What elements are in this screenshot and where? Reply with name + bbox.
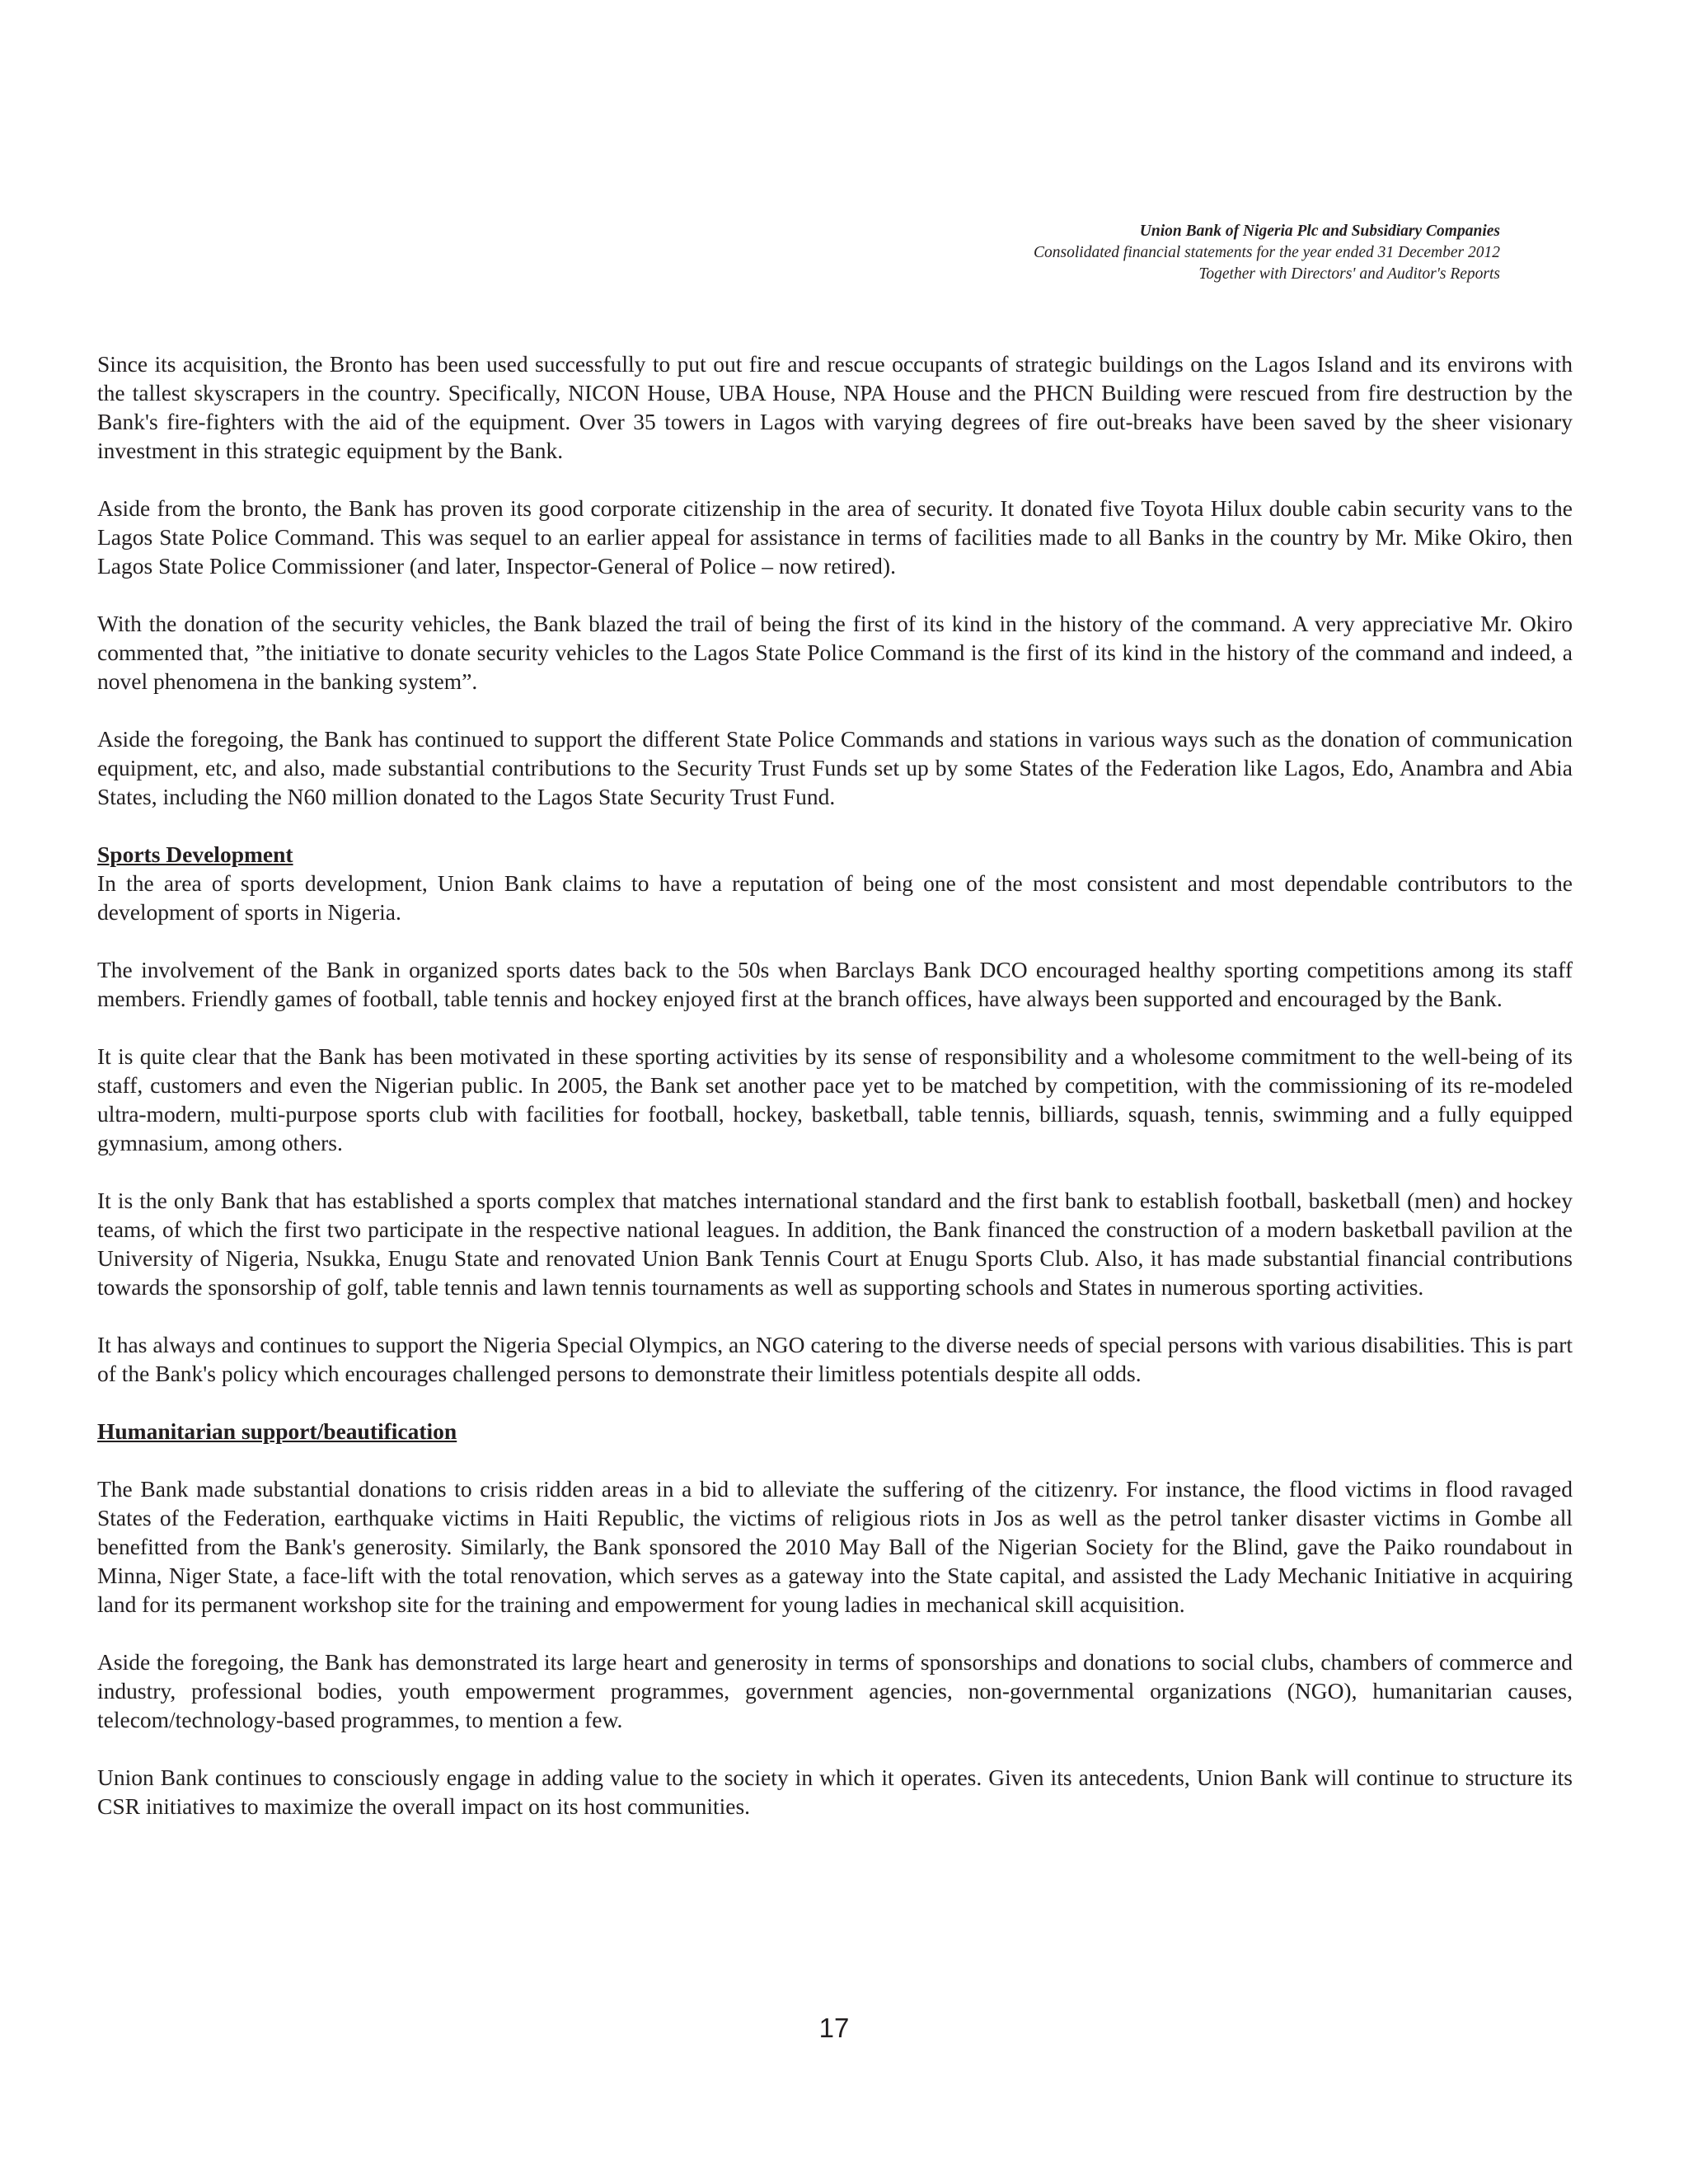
paragraph-sports-history: The involvement of the Bank in organized sports dates back to the 50s when Barclays Bank DCO encouraged healthy sporting competitions among its staff members. Friendly games of football, table tennis and hockey enjoyed first at the branch offices, have always been supported and encouraged by the Bank. [97,957,1573,1011]
paragraph-sports-commitment: It is quite clear that the Bank has been motivated in these sporting activities by its sense of responsibility and a wholesome commitment to the well-being of its staff, customers and even the Nigerian public. In 2005, the Bank set another pace yet to be matched by competition, with the commissioning of its re-modeled ultra-modern, multi-purpose sports club with facilities for football, hockey, basketball, table tennis, billiards, squash, tennis, swimming and a fully equipped gymnasium, among others. [97,1043,1573,1155]
paragraph-sports-complex: It is the only Bank that has established a sports complex that matches international standard and the first bank to establish football, basketball (men) and hockey teams, of which the first two participate in the respective national leagues. In addition, the Bank financed the construction of a modern basketball pavilion at the University of Nigeria, Nsukka, Enugu State and renovated Union Bank Tennis Court at Enugu Sports Club. Also, it has made substantial financial contributions towards the sponsorship of golf, table tennis and lawn tennis tournaments as well as supporting schools and States in numerous sporting activities. [97,1188,1573,1300]
paragraph-sponsorships: Aside the foregoing, the Bank has demonstrated its large heart and generosity in terms of sponsorships and donations to social clubs, chambers of commerce and industry, professional bodies, youth empowerment programmes, government agencies, non-governmental organizations (NGO), humanitarian causes, telecom/technology-based programmes, to mention a few. [97,1649,1573,1732]
page-header [1034,221,1500,285]
header-reports: Together with Directors' and Auditor's Reports [1198,265,1500,283]
paragraph-csr: Union Bank continues to consciously engage in adding value to the society in which it operates. Given its antecedents, Union Bank will continue to structure its CSR initiatives to maximize the overall impact on its host communities. [97,1765,1573,1819]
heading-sports-development: Sports Development [97,841,293,867]
heading-humanitarian: Humanitarian support/beautification [97,1418,457,1444]
paragraph-sports-intro: In the area of sports development, Union Bank claims to have a reputation of being one of the most consistent and most dependable contributors to the development of sports in Nigeria. [97,870,1573,925]
header-statement: Consolidated financial statements for the year ended 31 December 2012 [1034,244,1500,261]
paragraph-security-vans: Aside from the bronto, the Bank has proven its good corporate citizenship in the area of security. It donated five Toyota Hilux double cabin security vans to the Lagos State Police Command. This was sequel to an earlier appeal for assistance in terms of facilities made to all Banks in the country by Mr. Mike Okiro, then Lagos State Police Commissioner (and later, Inspector-General of Police – now retired). [97,495,1573,579]
paragraph-police-support: Aside the foregoing, the Bank has continued to support the different State Police Commands and stations in various ways such as the donation of communication equipment, etc, and also, made substantial contributions to the Security Trust Funds set up by some States of the Federation like Lagos, Edo, Anambra and Abia States, including the N60 million donated to the Lagos State Security Trust Fund. [97,726,1573,809]
page-number: 17 [818,2013,850,2043]
body-content [97,349,1573,1821]
paragraph-donations: The Bank made substantial donations to crisis ridden areas in a bid to alleviate the suffering of the citizenry. For instance, the flood victims in flood ravaged States of the Federation, earthquake victims in Haiti Republic, the victims of religious riots in Jos as well as the petrol tanker disaster victims in Gombe all benefitted from the Bank's generosity. Similarly, the Bank sponsored the 2010 May Ball of the Nigerian Society for the Blind, gave the Paiko roundabout in Minna, Niger State, a face-lift with the total renovation, which serves as a gateway into the State capital, and assisted the Lady Mechanic Initiative in acquiring land for its permanent workshop site for the training and empowerment for young ladies in mechanical skill acquisition. [97,1476,1573,1617]
header-company: Union Bank of Nigeria Plc and Subsidiary Companies [1139,223,1500,240]
paragraph-bronto: Since its acquisition, the Bronto has been used successfully to put out fire and rescue occupants of strategic buildings on the Lagos Island and its environs with the tallest skyscrapers in the country. Specifically, NICON House, UBA House, NPA House and the PHCN Building were rescued from fire destruction by the Bank's fire-fighters with the aid of the equipment. Over 35 towers in Lagos with varying degrees of fire out-breaks have been saved by the sheer visionary investment in this strategic equipment by the Bank. [97,351,1573,463]
paragraph-special-olympics: It has always and continues to support the Nigeria Special Olympics, an NGO catering to the diverse needs of special persons with various disabilities. This is part of the Bank's policy which encourages challenged persons to demonstrate their limitless potentials despite all odds. [97,1332,1573,1386]
paragraph-security-vehicles: With the donation of the security vehicles, the Bank blazed the trail of being the first of its kind in the history of the command. A very appreciative Mr. Okiro commented that, ”the initiative to donate security vehicles to the Lagos State Police Command is the first of its kind in the history of the command and indeed, a novel phenomena in the banking system”. [97,611,1573,694]
